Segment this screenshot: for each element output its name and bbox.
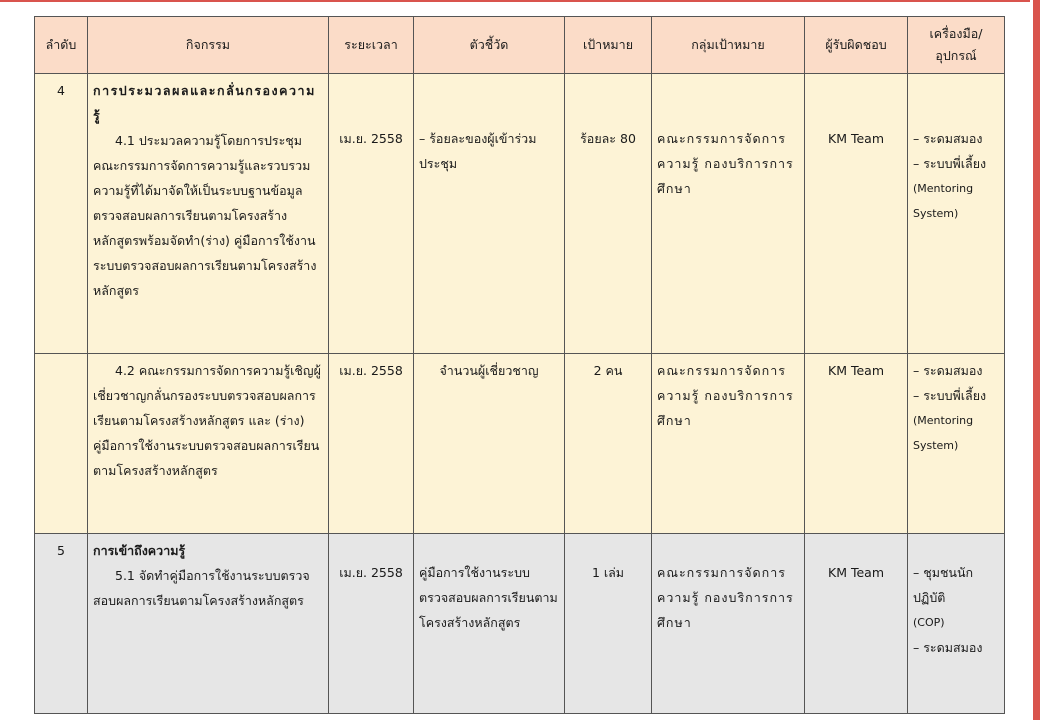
tool-item: – ระดมสมอง [913, 363, 983, 378]
target-group-cell: คณะกรรมการจัดการความรู้ กองบริการการศึกษา [652, 74, 805, 354]
tools-cell [908, 534, 1005, 714]
tool-item: – ชุมชนนักปฏิบัติ [913, 565, 974, 605]
responsible-cell: KM Team [805, 74, 908, 354]
target-cell: 2 คน [565, 354, 652, 534]
responsible-cell: KM Team [805, 354, 908, 534]
activity-heading: การประมวลผลและกลั่นกรองความรู้ [93, 83, 316, 123]
km-plan-table [34, 16, 1005, 714]
activity-cell [88, 74, 329, 354]
indicator-cell: – ร้อยละของผู้เข้าร่วมประชุม [414, 74, 565, 354]
tool-item: – ระบบพี่เลี้ยง [913, 156, 987, 171]
tool-item: (COP) [913, 616, 945, 629]
activity-item: 5.1 จัดทำคู่มือการใช้งานระบบตรวจสอบผลการเรียนตามโครงสร้างหลักสูตร [93, 568, 310, 608]
responsible-cell: KM Team [805, 534, 908, 714]
slide-top-rule [0, 0, 1030, 2]
header-target-group: กลุ่มเป้าหมาย [652, 17, 805, 74]
activity-item: 4.2 คณะกรรมการจัดการความรู้เชิญผู้เชี่ยวชาญกลั่นกรองระบบตรวจสอบผลการเรียนตามโครงสร้างหลักสูตร และ (ร่าง) คู่มือการใช้งานระบบตรวจสอบผลการเรียนตามโครงสร้างหลักสูตร [93, 363, 321, 478]
tool-item: (Mentoring System) [913, 182, 974, 220]
target-cell: 1 เล่ม [565, 534, 652, 714]
row-number [35, 354, 88, 534]
period-cell: เม.ย. 2558 [329, 74, 414, 354]
header-tools: เครื่องมือ/อุปกรณ์ [908, 17, 1005, 74]
table-row [35, 354, 1005, 534]
slide-edge-accent [1033, 0, 1040, 720]
activity-cell [88, 534, 329, 714]
tool-item: – ระดมสมอง [913, 640, 983, 655]
header-target: เป้าหมาย [565, 17, 652, 74]
indicator-cell: คู่มือการใช้งานระบบตรวจสอบผลการเรียนตามโครงสร้างหลักสูตร [414, 534, 565, 714]
tools-cell [908, 74, 1005, 354]
activity-item: 4.1 ประมวลความรู้โดยการประชุมคณะกรรมการจัดการความรู้และรวบรวมความรู้ที่ได้มาจัดให้เป็นระบบฐานข้อมูลตรวจสอบผลการเรียนตามโครงสร้างหลักสูตรพร้อมจัดทำ(ร่าง) คู่มือการใช้งานระบบตรวจสอบผลการเรียนตามโครงสร้างหลักสูตร [93, 133, 317, 298]
tools-cell [908, 354, 1005, 534]
header-activity: กิจกรรม [88, 17, 329, 74]
target-group-cell: คณะกรรมการจัดการความรู้ กองบริการการศึกษา [652, 534, 805, 714]
target-group-cell: คณะกรรมการจัดการความรู้ กองบริการการศึกษา [652, 354, 805, 534]
tool-item: – ระบบพี่เลี้ยง [913, 388, 987, 403]
tool-item: (Mentoring System) [913, 414, 974, 452]
table-row [35, 534, 1005, 714]
table-header-row [35, 17, 1005, 74]
table-row [35, 74, 1005, 354]
period-cell: เม.ย. 2558 [329, 354, 414, 534]
row-number: 5 [35, 534, 88, 714]
header-no: ลำดับ [35, 17, 88, 74]
row-number: 4 [35, 74, 88, 354]
header-responsible: ผู้รับผิดชอบ [805, 17, 908, 74]
indicator-cell: จำนวนผู้เชี่ยวชาญ [414, 354, 565, 534]
activity-heading: การเข้าถึงความรู้ [93, 543, 186, 558]
activity-cell [88, 354, 329, 534]
header-period: ระยะเวลา [329, 17, 414, 74]
tool-item: – ระดมสมอง [913, 131, 983, 146]
target-cell: ร้อยละ 80 [565, 74, 652, 354]
header-indicator: ตัวชี้วัด [414, 17, 565, 74]
period-cell: เม.ย. 2558 [329, 534, 414, 714]
